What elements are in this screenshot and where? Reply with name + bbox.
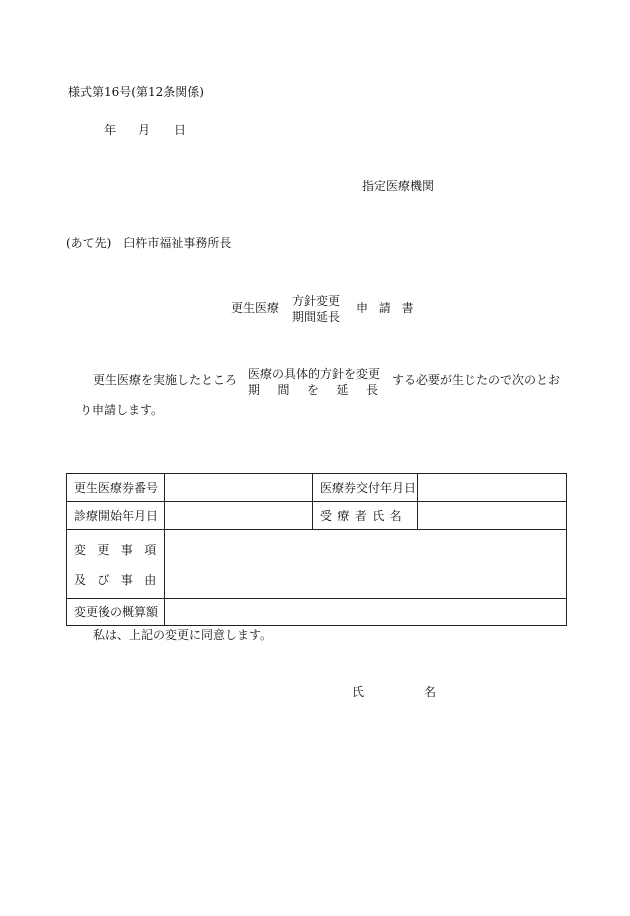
patient-name-field[interactable]: [418, 502, 567, 530]
body-options: [248, 366, 380, 398]
title-suffix: 申請書: [356, 301, 425, 315]
title-option-period-extension: 期間延長: [292, 310, 341, 324]
table-row: [67, 474, 567, 502]
body-option-2-char: 期: [248, 383, 261, 397]
body-prefix: 更生医療を実施したところ: [93, 373, 238, 387]
table-row: [67, 502, 567, 530]
body-option-policy-change: 医療の具体的方針を変更: [248, 367, 381, 381]
body-continuation: り申請します。: [80, 403, 164, 417]
change-reason-field[interactable]: [165, 530, 567, 599]
date-day-label: 日: [174, 123, 187, 137]
application-details-table: [66, 473, 567, 626]
addressee: (あて先) 臼杵市福祉事務所長: [66, 236, 232, 250]
change-label-line2: 及び事由: [74, 573, 168, 587]
body-option-2-char: 長: [365, 383, 378, 397]
issue-date-label: 医療券交付年月日: [313, 474, 418, 502]
patient-name-label: 受療者氏名: [313, 502, 418, 530]
body-suffix: する必要が生じたので次のとお: [392, 373, 561, 387]
title-options: [292, 293, 340, 325]
estimate-field[interactable]: [165, 599, 567, 626]
table-row: [67, 599, 567, 626]
table-row: [67, 530, 567, 599]
signature-label-name: 名: [424, 685, 437, 699]
change-label-line1: 変更事項: [74, 543, 168, 557]
date-year-label: 年: [104, 123, 117, 137]
signature-label-surname: 氏: [352, 685, 365, 699]
form-number: 様式第16号(第12条関係): [68, 85, 204, 99]
body-option-2-char: 延: [336, 383, 349, 397]
consent-statement: 私は、上記の変更に同意します。: [93, 628, 273, 642]
start-date-field[interactable]: [165, 502, 313, 530]
issue-date-field[interactable]: [418, 474, 567, 502]
ticket-number-label: 更生医療券番号: [67, 474, 165, 502]
title-prefix: 更生医療: [231, 301, 280, 315]
estimate-label: 変更後の概算額: [67, 599, 165, 626]
body-option-period-extension: [248, 382, 378, 398]
body-option-2-char: 間: [277, 383, 290, 397]
recipient-organization: 指定医療機関: [362, 179, 435, 193]
change-reason-label: [67, 530, 168, 599]
body-option-2-char: を: [306, 383, 319, 397]
title-option-policy-change: 方針変更: [292, 294, 341, 308]
start-date-label: 診療開始年月日: [67, 502, 165, 530]
ticket-number-field[interactable]: [165, 474, 313, 502]
date-month-label: 月: [138, 123, 151, 137]
